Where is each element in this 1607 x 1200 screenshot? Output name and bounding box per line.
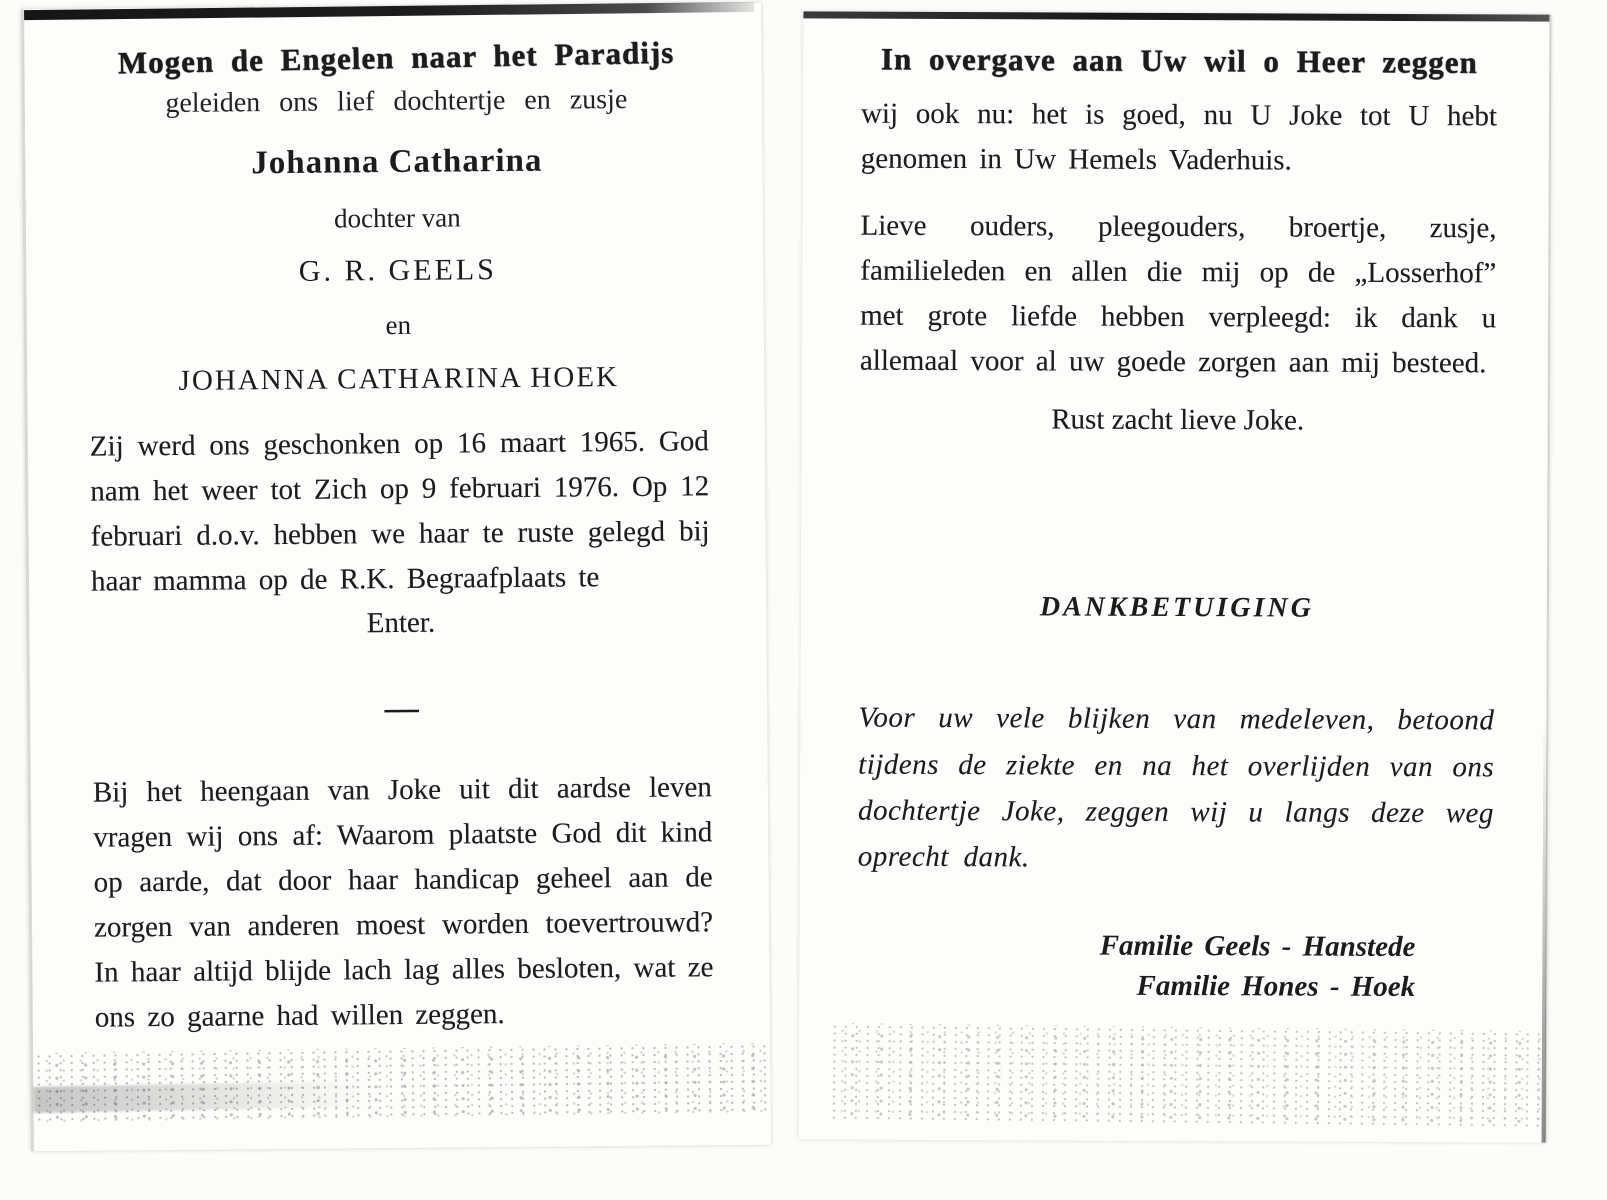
surrender-prayer-header: In overgave aan Uw wil o Heer zeggen [880, 41, 1478, 80]
family-signature-1: Familie Geels - Hanstede [1099, 929, 1416, 963]
divider-dash: — [384, 690, 419, 728]
life-dates-paragraph: Zij werd ons geschonken op 16 maart 1965. God nam het weer tot Zich op 9 februari 1976. Op 12 februari d.o.v. hebben we haar te ruste gelegd bij haar mamma op de R.K. Begraafplaats te [89, 425, 710, 598]
surrender-prayer-paragraph: wij ook nu: het is goed, nu U Joke tot U hebt genomen in Uw Hemels Vaderhuis. [860, 97, 1498, 177]
family-signature-2: Familie Hones - Hoek [1136, 970, 1416, 1004]
rest-in-peace-line: Rust zacht lieve Joke. [1051, 403, 1305, 437]
reflection-paragraph: Bij het heengaan van Joke uit dit aardse leven vragen wij ons af: Waarom plaatste God dit kind op aarde, dat door haar handicap geheel aan de zorgen van anderen moest worden toevertrouwd? In haar altijd blijde lach lag alles besloten, wat ze ons zo gaarne had willen zeggen. [92, 771, 714, 1034]
gratitude-paragraph: Lieve ouders, pleegouders, broertje, zusje, familieleden en allen die mij op de „Losserhof” met grote liefde hebben verpleegd: ik dank u allemaal voor al uw goede zorgen aan mij besteed. [859, 209, 1497, 380]
scan-smudge-artifact [33, 1080, 372, 1113]
opening-prayer-line1: Mogen de Engelen naar het Paradijs [117, 34, 675, 81]
condolence-thanks-paragraph: Voor uw vele blijken van medeleven, betoond tijdens de ziekte en na het overlijden van ons dochtertje Joke, zeggen wij u langs deze weg oprecht dank. [857, 701, 1495, 874]
opening-prayer-line2: geleiden ons lief dochtertje en zusje [165, 83, 628, 119]
acknowledgement-heading: DANKBETUIGING [1039, 591, 1314, 624]
left-page-content [24, 3, 770, 1041]
father-name: G. R. GEELS [298, 253, 497, 288]
right-page-content [799, 11, 1549, 1008]
memorial-card-right-page [799, 11, 1552, 1142]
deceased-name: Johanna Catharina [251, 142, 543, 182]
and-label: en [385, 309, 412, 341]
memorial-card-left-page [21, 3, 771, 1151]
mother-name: JOHANNA CATHARINA HOEK [178, 361, 620, 397]
daughter-of-label: dochter van [333, 202, 461, 234]
burial-place-line: Enter. [366, 606, 436, 640]
scan-edge-artifact-right [1542, 714, 1548, 1143]
scan-noise-right [828, 1023, 1545, 1127]
